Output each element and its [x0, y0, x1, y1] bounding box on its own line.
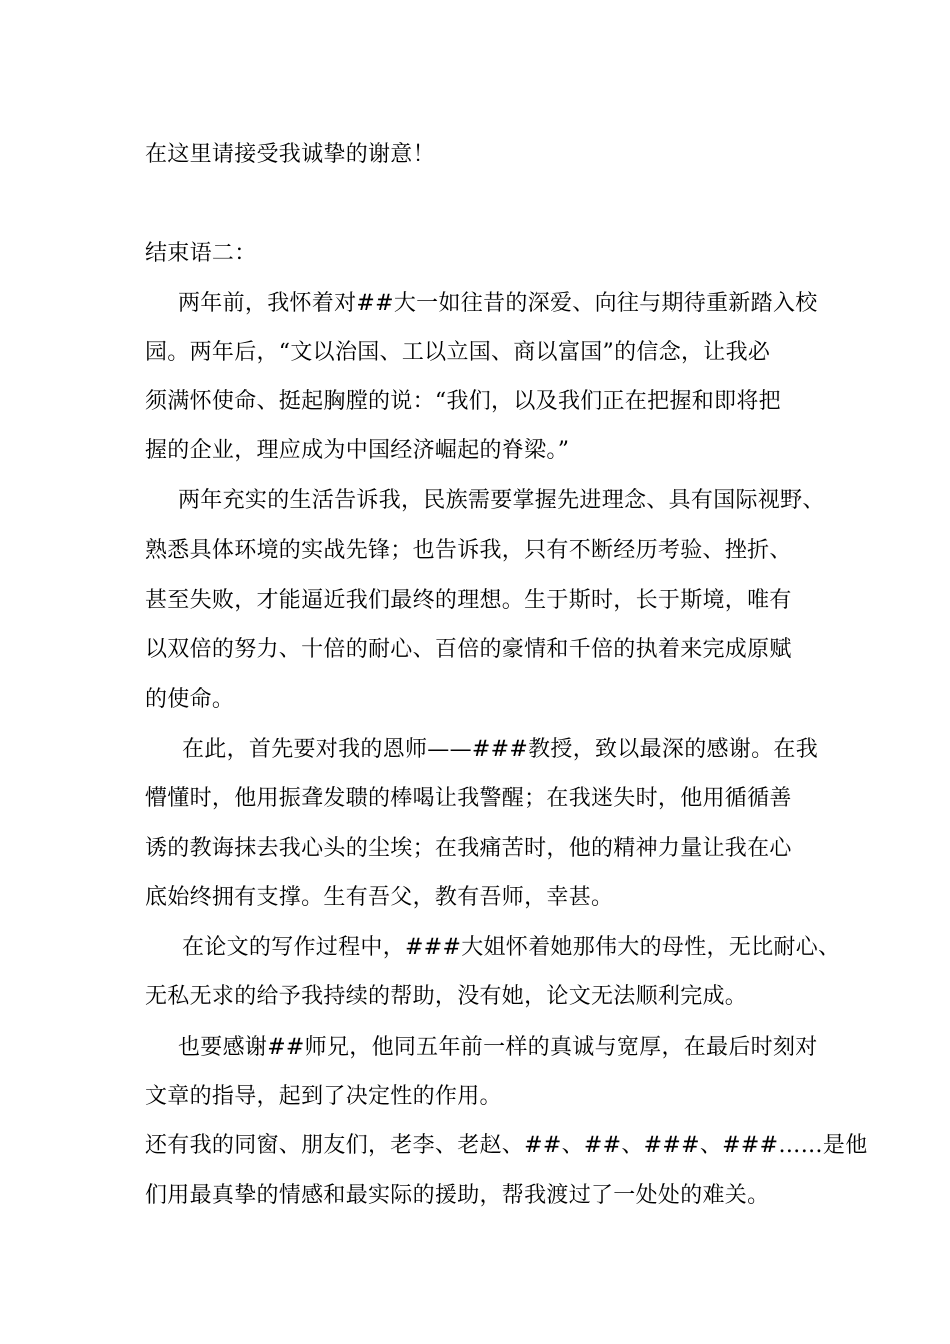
section-heading: 结束语二： — [145, 241, 257, 266]
paragraph-2-line-4: 以双倍的努力、十倍的耐心、百倍的豪情和千倍的执着来完成原赋 — [145, 637, 792, 662]
paragraph-5-line-1: 也要感谢##师兄，他同五年前一样的真诚与宽厚，在最后时刻对 — [178, 1035, 818, 1060]
paragraph-1-line-1: 两年前，我怀着对##大一如往昔的深爱、向往与期待重新踏入校 — [178, 291, 818, 316]
paragraph-1-line-3: 须满怀使命、挺起胸膛的说：“我们，以及我们正在把握和即将把 — [145, 389, 781, 414]
paragraph-2-line-3: 甚至失败，才能逼近我们最终的理想。生于斯时，长于斯境，唯有 — [145, 588, 792, 613]
paragraph-3-line-4: 底始终拥有支撑。生有吾父，教有吾师，幸甚。 — [145, 885, 614, 910]
paragraph-6-line-1: 还有我的同窗、朋友们，老李、老赵、##、##、###、###……是他 — [145, 1133, 868, 1158]
paragraph-5-line-2: 文章的指导，起到了决定性的作用。 — [145, 1084, 502, 1109]
paragraph-3-line-1: 在此，首先要对我的恩师——###教授，致以最深的感谢。在我 — [182, 737, 819, 762]
paragraph-2-line-1: 两年充实的生活告诉我，民族需要掌握先进理念、具有国际视野、 — [178, 488, 825, 513]
paragraph-6-line-2: 们用最真挚的情感和最实际的援助，帮我渡过了一处处的难关。 — [145, 1183, 770, 1208]
paragraph-3-line-3: 诱的教诲抹去我心头的尘埃；在我痛苦时，他的精神力量让我在心 — [145, 836, 792, 861]
paragraph-1-line-4: 握的企业，理应成为中国经济崛起的脊梁。” — [145, 438, 570, 463]
opening-line: 在这里请接受我诚挚的谢意！ — [145, 142, 435, 167]
paragraph-2-line-2: 熟悉具体环境的实战先锋；也告诉我，只有不断经历考验、挫折、 — [145, 538, 792, 563]
paragraph-4-line-2: 无私无求的给予我持续的帮助，没有她，论文无法顺利完成。 — [145, 984, 748, 1009]
paragraph-3-line-2: 懵懂时，他用振聋发聩的棒喝让我警醒；在我迷失时，他用循循善 — [145, 786, 792, 811]
paragraph-2-line-5: 的使命。 — [145, 687, 235, 712]
paragraph-1-line-2: 园。两年后，“文以治国、工以立国、商以富国”的信念，让我必 — [145, 340, 771, 365]
paragraph-4-line-1: 在论文的写作过程中，###大姐怀着她那伟大的母性，无比耐心、 — [182, 935, 841, 960]
